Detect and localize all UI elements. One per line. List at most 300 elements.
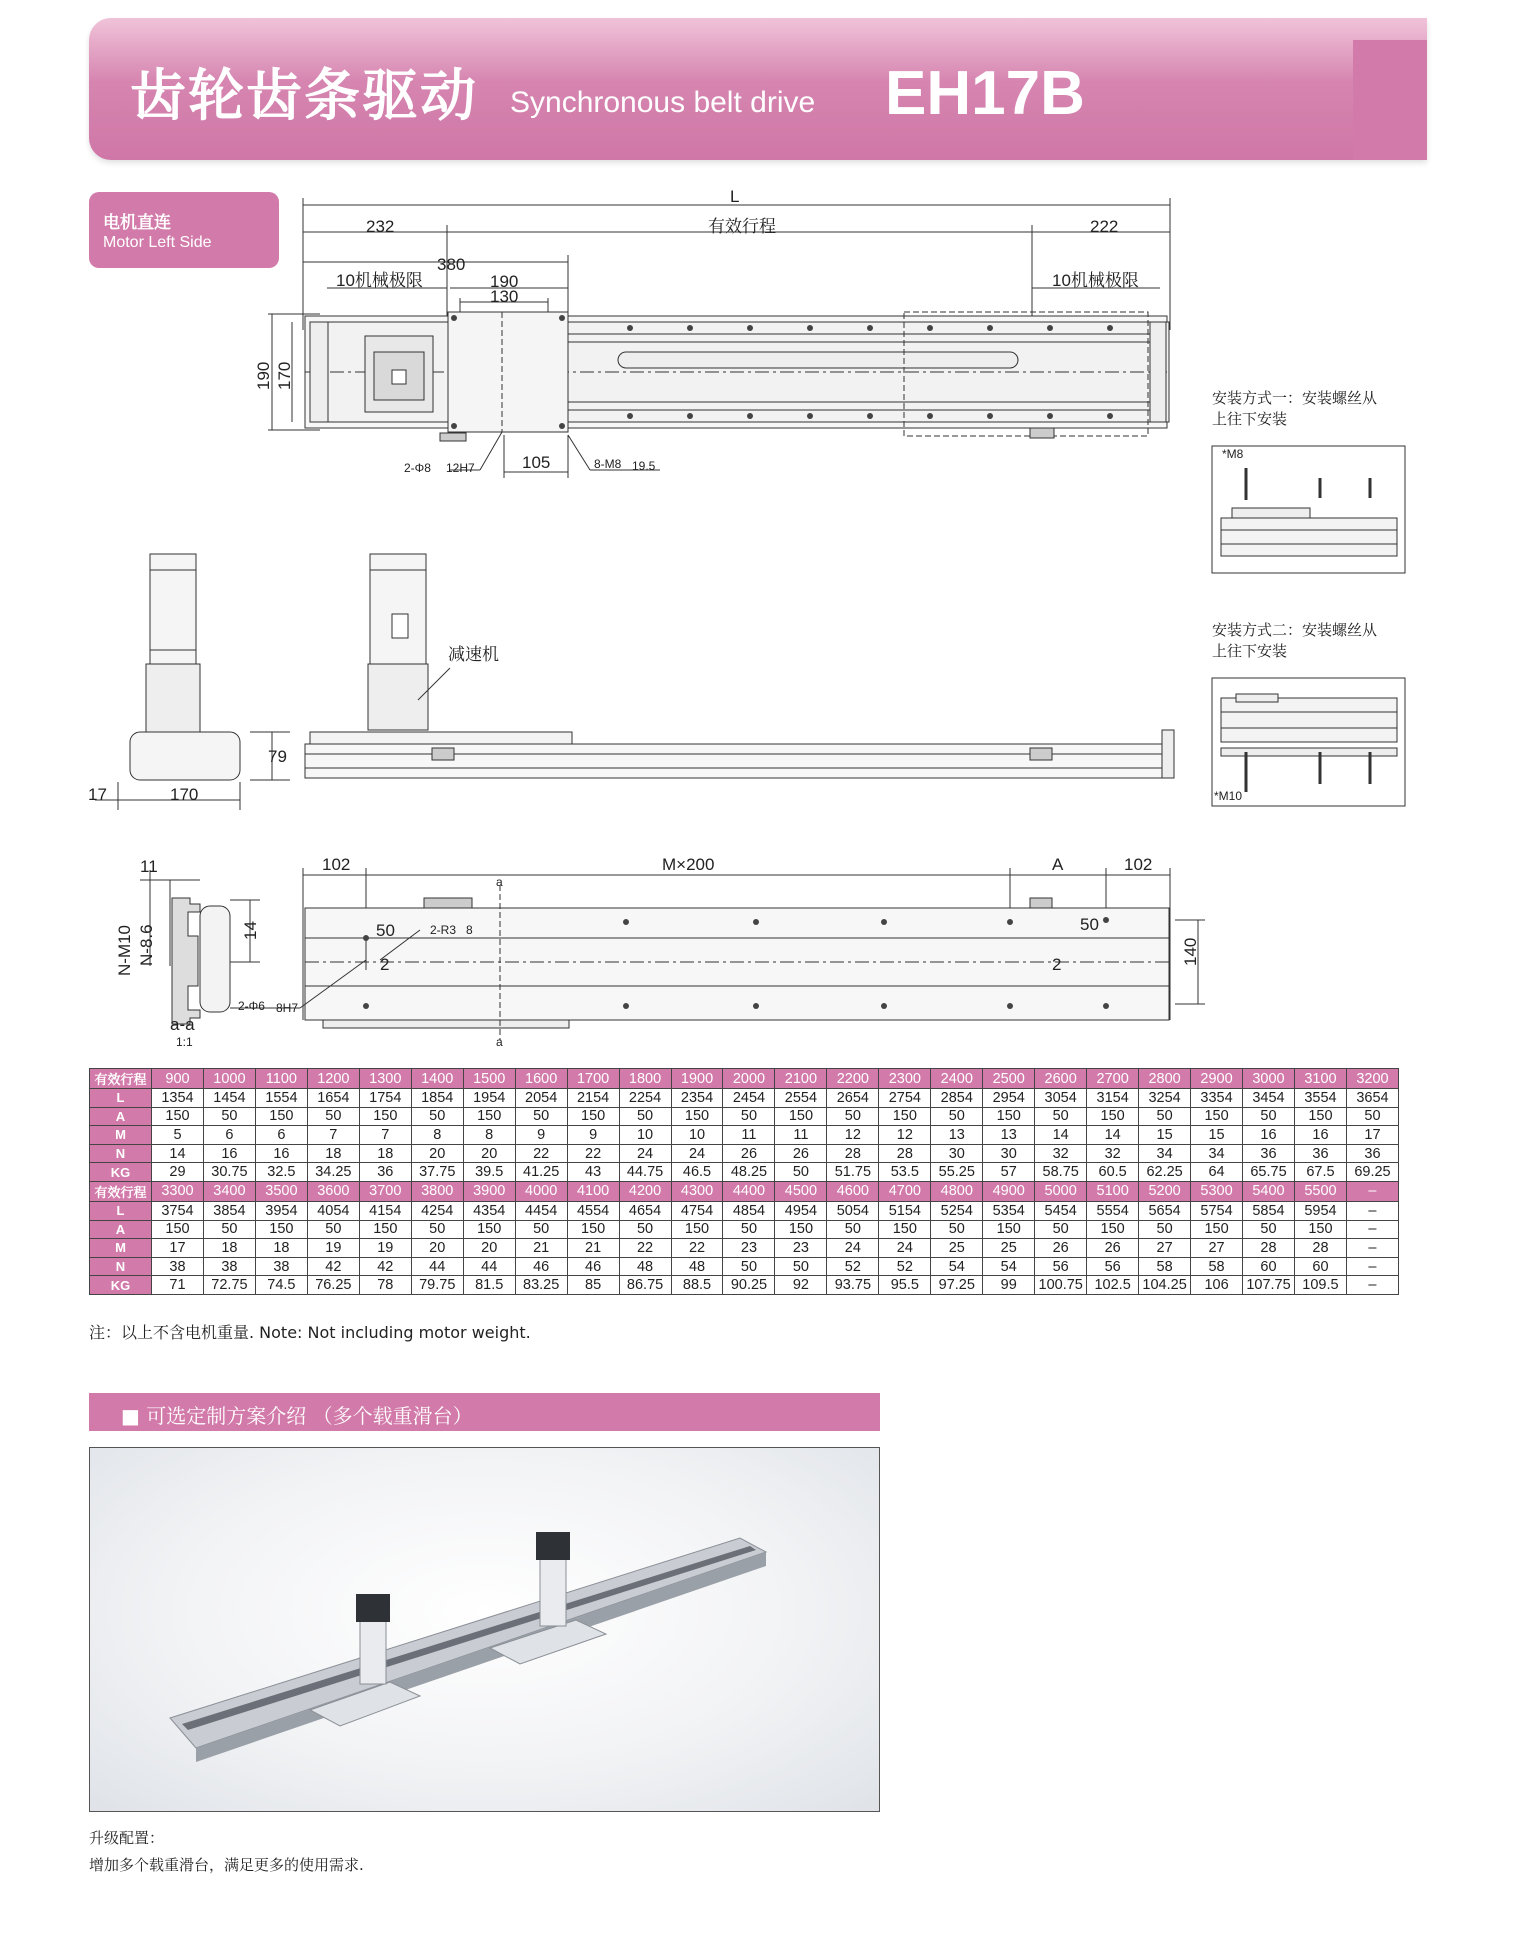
table-cell: 50 — [203, 1107, 255, 1126]
table-cell: 50 — [1139, 1107, 1191, 1126]
row-label: KG — [90, 1276, 152, 1295]
row-label: N — [90, 1144, 152, 1163]
table-cell: 4300 — [671, 1181, 723, 1201]
table-cell: 28 — [827, 1144, 879, 1163]
table-cell: 12 — [879, 1126, 931, 1145]
table-cell: 107.75 — [1243, 1276, 1295, 1295]
table-cell: 3400 — [203, 1181, 255, 1201]
table-cell: 50 — [931, 1220, 983, 1239]
table-cell: 62.25 — [1139, 1163, 1191, 1182]
table-cell: 4554 — [567, 1201, 619, 1220]
table-cell: 12 — [827, 1126, 879, 1145]
table-cell: 5200 — [1139, 1181, 1191, 1201]
table-row — [90, 1220, 1399, 1239]
table-cell: 2554 — [775, 1089, 827, 1108]
table-cell: 5100 — [1087, 1181, 1139, 1201]
table-cell: 99 — [983, 1276, 1035, 1295]
row-label: M — [90, 1126, 152, 1145]
table-cell: 16 — [1243, 1126, 1295, 1145]
table-cell: 106 — [1191, 1276, 1243, 1295]
section-scale: 1:1 — [176, 1035, 193, 1049]
table-cell: 67.5 — [1294, 1163, 1346, 1182]
table-cell: 5500 — [1294, 1181, 1346, 1201]
table-cell: 69.25 — [1346, 1163, 1398, 1182]
dim-2-right: 2 — [1052, 955, 1062, 974]
table-cell: 24 — [879, 1239, 931, 1258]
table-cell: 25 — [931, 1239, 983, 1258]
table-cell: 34 — [1139, 1144, 1191, 1163]
product-photo — [89, 1447, 880, 1812]
table-cell: 2300 — [879, 1069, 931, 1089]
table-row — [90, 1181, 1399, 1201]
table-cell: 50 — [1346, 1107, 1398, 1126]
table-cell: 17 — [152, 1239, 204, 1258]
table-cell: 150 — [1191, 1220, 1243, 1239]
dim-tap: 8-M8 — [594, 457, 622, 471]
table-cell: 36 — [1243, 1144, 1295, 1163]
table-cell: 3054 — [1035, 1089, 1087, 1108]
table-cell: 2800 — [1139, 1069, 1191, 1089]
dim-slot: 2-R3 — [430, 923, 457, 937]
table-cell: 93.75 — [827, 1276, 879, 1295]
table-cell: 3600 — [307, 1181, 359, 1201]
table-cell: 65.75 — [1243, 1163, 1295, 1182]
table-cell: 2400 — [931, 1069, 983, 1089]
dim-nm10: N-M10 — [115, 924, 134, 976]
table-cell: 5854 — [1243, 1201, 1295, 1220]
table-cell: 24 — [671, 1144, 723, 1163]
table-row — [90, 1257, 1399, 1276]
table-cell: 22 — [671, 1239, 723, 1258]
upgrade-text: 增加多个载重滑台，满足更多的使用需求. — [89, 1856, 364, 1874]
table-cell: 25 — [983, 1239, 1035, 1258]
table-cell: – — [1346, 1239, 1398, 1258]
dim-tap-spec: 19.5 — [632, 459, 656, 473]
table-cell: 20 — [463, 1144, 515, 1163]
table-cell: 1800 — [619, 1069, 671, 1089]
table-cell: 150 — [671, 1107, 723, 1126]
table-cell: – — [1346, 1201, 1398, 1220]
table-cell: 104.25 — [1139, 1276, 1191, 1295]
row-label: L — [90, 1201, 152, 1220]
dim-A: A — [1052, 855, 1064, 874]
table-cell: 4754 — [671, 1201, 723, 1220]
table-cell: 23 — [775, 1239, 827, 1258]
table-cell: 4254 — [411, 1201, 463, 1220]
table-cell: 150 — [152, 1220, 204, 1239]
table-cell: 4654 — [619, 1201, 671, 1220]
table-cell: 3100 — [1294, 1069, 1346, 1089]
table-cell: 13 — [983, 1126, 1035, 1145]
table-cell: 9 — [515, 1126, 567, 1145]
table-cell: 10 — [671, 1126, 723, 1145]
row-label: 有效行程 — [90, 1181, 152, 1201]
table-row — [90, 1126, 1399, 1145]
table-cell: 5 — [152, 1126, 204, 1145]
table-cell: 16 — [1294, 1126, 1346, 1145]
table-cell: 1300 — [359, 1069, 411, 1089]
table-cell: 60 — [1294, 1257, 1346, 1276]
table-cell: 50 — [931, 1107, 983, 1126]
table-cell: 44 — [463, 1257, 515, 1276]
table-cell: 4900 — [983, 1181, 1035, 1201]
table-cell: 37.75 — [411, 1163, 463, 1182]
table-cell: 150 — [775, 1107, 827, 1126]
dim-11: 11 — [140, 857, 158, 876]
table-cell: 56 — [1087, 1257, 1139, 1276]
table-cell: 150 — [879, 1220, 931, 1239]
table-cell: 1400 — [411, 1069, 463, 1089]
table-cell: 2954 — [983, 1089, 1035, 1108]
table-cell: 150 — [255, 1107, 307, 1126]
table-cell: 53.5 — [879, 1163, 931, 1182]
spec-table — [89, 1068, 1399, 1295]
table-cell: 3554 — [1294, 1089, 1346, 1108]
table-cell: 100.75 — [1035, 1276, 1087, 1295]
table-cell: 32 — [1087, 1144, 1139, 1163]
table-cell: 2500 — [983, 1069, 1035, 1089]
dim-102-left: 102 — [322, 855, 351, 874]
table-cell: 14 — [152, 1144, 204, 1163]
table-cell: 15 — [1139, 1126, 1191, 1145]
model-number: EH17B — [885, 59, 1085, 128]
table-cell: 3000 — [1243, 1069, 1295, 1089]
table-cell: 88.5 — [671, 1276, 723, 1295]
table-cell: 50 — [515, 1220, 567, 1239]
dim-50-left: 50 — [376, 921, 395, 940]
table-cell: 8 — [411, 1126, 463, 1145]
dim-140: 140 — [1181, 937, 1200, 966]
table-cell: 16 — [255, 1144, 307, 1163]
table-cell: 86.75 — [619, 1276, 671, 1295]
table-cell: 1600 — [515, 1069, 567, 1089]
table-cell: 50 — [1035, 1107, 1087, 1126]
table-cell: 21 — [515, 1239, 567, 1258]
table-cell: 36 — [1346, 1144, 1398, 1163]
table-cell: 26 — [775, 1144, 827, 1163]
section-title: ■ 可选定制方案介绍 （多个载重滑台） — [121, 1404, 473, 1428]
table-cell: 50 — [775, 1163, 827, 1182]
table-cell: 4400 — [723, 1181, 775, 1201]
table-cell: 3900 — [463, 1181, 515, 1201]
dim-carriage-380: 380 — [437, 255, 466, 274]
table-cell: 5454 — [1035, 1201, 1087, 1220]
table-cell: 150 — [1294, 1220, 1346, 1239]
table-cell: 150 — [463, 1107, 515, 1126]
table-cell: 4454 — [515, 1201, 567, 1220]
table-cell: 4054 — [307, 1201, 359, 1220]
table-row — [90, 1163, 1399, 1182]
table-cell: 38 — [255, 1257, 307, 1276]
table-cell: 4700 — [879, 1181, 931, 1201]
table-cell: 150 — [463, 1220, 515, 1239]
table-cell: 44 — [411, 1257, 463, 1276]
dim-n86: N-8.6 — [137, 924, 156, 966]
table-cell: 150 — [152, 1107, 204, 1126]
table-cell: 1454 — [203, 1089, 255, 1108]
table-cell: 18 — [255, 1239, 307, 1258]
row-label: A — [90, 1107, 152, 1126]
dim-170-side: 170 — [170, 785, 199, 804]
table-cell: 150 — [1087, 1220, 1139, 1239]
mounting-one-line1: 安装方式一：安装螺丝从 — [1212, 389, 1378, 407]
table-cell: 20 — [463, 1239, 515, 1258]
table-cell: 50 — [515, 1107, 567, 1126]
table-cell: 3954 — [255, 1201, 307, 1220]
dim-L: L — [730, 187, 740, 206]
table-cell: 22 — [515, 1144, 567, 1163]
table-cell: 27 — [1191, 1239, 1243, 1258]
dim-pin-spec: 12H7 — [446, 461, 475, 475]
section-mark-bottom: a — [496, 1035, 503, 1049]
table-cell: 6 — [203, 1126, 255, 1145]
table-cell: 50 — [411, 1220, 463, 1239]
table-cell: 10 — [619, 1126, 671, 1145]
table-cell: 64 — [1191, 1163, 1243, 1182]
table-cell: 14 — [1087, 1126, 1139, 1145]
table-cell: 20 — [411, 1144, 463, 1163]
motor-side-label-cn: 电机直连 — [103, 213, 171, 233]
table-cell: 150 — [359, 1220, 411, 1239]
table-cell: 39.5 — [463, 1163, 515, 1182]
table-cell: 2000 — [723, 1069, 775, 1089]
table-cell: 150 — [983, 1220, 1035, 1239]
table-cell: 30 — [983, 1144, 1035, 1163]
table-row — [90, 1107, 1399, 1126]
table-cell: 50 — [827, 1220, 879, 1239]
table-cell: 150 — [879, 1107, 931, 1126]
table-cell: – — [1346, 1276, 1398, 1295]
table-cell: 5054 — [827, 1201, 879, 1220]
table-cell: 60 — [1243, 1257, 1295, 1276]
table-cell: 11 — [775, 1126, 827, 1145]
table-cell: 32.5 — [255, 1163, 307, 1182]
table-cell: 150 — [1294, 1107, 1346, 1126]
table-cell: – — [1346, 1257, 1398, 1276]
table-cell: 22 — [619, 1239, 671, 1258]
table-cell: 54 — [983, 1257, 1035, 1276]
table-cell: 46 — [567, 1257, 619, 1276]
table-row — [90, 1144, 1399, 1163]
table-row — [90, 1239, 1399, 1258]
table-cell: 56 — [1035, 1257, 1087, 1276]
multi-carriage-illustration — [90, 1448, 879, 1811]
table-cell: 1100 — [255, 1069, 307, 1089]
table-cell: 1900 — [671, 1069, 723, 1089]
table-cell: 46.5 — [671, 1163, 723, 1182]
dim-slot-spec: 8 — [466, 923, 473, 937]
table-cell: 18 — [203, 1239, 255, 1258]
table-cell: 50 — [307, 1107, 359, 1126]
table-cell: 72.75 — [203, 1276, 255, 1295]
table-cell: 50 — [1035, 1220, 1087, 1239]
dim-14: 14 — [241, 921, 260, 940]
table-cell: 58.75 — [1035, 1163, 1087, 1182]
table-cell: 150 — [255, 1220, 307, 1239]
table-cell: 50 — [619, 1107, 671, 1126]
table-cell: 79.75 — [411, 1276, 463, 1295]
table-cell: 50 — [1243, 1220, 1295, 1239]
table-cell: 20 — [411, 1239, 463, 1258]
table-cell: 7 — [359, 1126, 411, 1145]
table-cell: 2700 — [1087, 1069, 1139, 1089]
table-cell: 8 — [463, 1126, 515, 1145]
table-cell: 5554 — [1087, 1201, 1139, 1220]
table-cell: 50 — [619, 1220, 671, 1239]
table-cell: 900 — [152, 1069, 204, 1089]
table-cell: 150 — [1191, 1107, 1243, 1126]
table-cell: 3854 — [203, 1201, 255, 1220]
table-cell: 28 — [879, 1144, 931, 1163]
table-cell: 28 — [1243, 1239, 1295, 1258]
dim-50-right: 50 — [1080, 915, 1099, 934]
label-reducer: 减速机 — [448, 645, 499, 664]
table-cell: 2600 — [1035, 1069, 1087, 1089]
table-cell: 30 — [931, 1144, 983, 1163]
table-cell: 48.25 — [723, 1163, 775, 1182]
table-cell: 58 — [1139, 1257, 1191, 1276]
table-cell: 60.5 — [1087, 1163, 1139, 1182]
table-cell: 5400 — [1243, 1181, 1295, 1201]
table-cell: 24 — [619, 1144, 671, 1163]
table-cell: 2054 — [515, 1089, 567, 1108]
table-row — [90, 1069, 1399, 1089]
table-cell: 30.75 — [203, 1163, 255, 1182]
table-cell: 57 — [983, 1163, 1035, 1182]
table-cell: 3354 — [1191, 1089, 1243, 1108]
section-header — [89, 1393, 880, 1431]
table-cell: 150 — [567, 1220, 619, 1239]
mounting-two-note — [1212, 620, 1377, 662]
table-cell: 54 — [931, 1257, 983, 1276]
table-cell: 50 — [307, 1220, 359, 1239]
table-cell: 1000 — [203, 1069, 255, 1089]
table-cell: 150 — [567, 1107, 619, 1126]
table-cell: 85 — [567, 1276, 619, 1295]
table-cell: 52 — [827, 1257, 879, 1276]
table-cell: 5254 — [931, 1201, 983, 1220]
table-cell: 78 — [359, 1276, 411, 1295]
table-cell: 83.25 — [515, 1276, 567, 1295]
table-cell: 150 — [359, 1107, 411, 1126]
table-cell: 11 — [723, 1126, 775, 1145]
table-cell: 1500 — [463, 1069, 515, 1089]
table-cell: 23 — [723, 1239, 775, 1258]
table-cell: 34.25 — [307, 1163, 359, 1182]
table-cell: 50 — [723, 1220, 775, 1239]
table-cell: 50 — [723, 1107, 775, 1126]
table-cell: 9 — [567, 1126, 619, 1145]
dim-105: 105 — [522, 453, 551, 472]
table-cell: 1700 — [567, 1069, 619, 1089]
table-row — [90, 1201, 1399, 1220]
table-cell: 19 — [359, 1239, 411, 1258]
table-cell: 48 — [619, 1257, 671, 1276]
table-cell: 38 — [152, 1257, 204, 1276]
row-label: N — [90, 1257, 152, 1276]
table-cell: 17 — [1346, 1126, 1398, 1145]
table-cell: 44.75 — [619, 1163, 671, 1182]
dim-stroke: 有效行程 — [708, 217, 776, 236]
table-cell: 3700 — [359, 1181, 411, 1201]
table-cell: 2354 — [671, 1089, 723, 1108]
table-cell: 5954 — [1294, 1201, 1346, 1220]
table-cell: 21 — [567, 1239, 619, 1258]
table-cell: 3754 — [152, 1201, 204, 1220]
table-cell: 2154 — [567, 1089, 619, 1108]
page-title-cn: 齿轮齿条驱动 — [130, 64, 478, 129]
table-cell: – — [1346, 1220, 1398, 1239]
footnote: 注：以上不含电机重量. Note: Not including motor weight. — [89, 1323, 531, 1342]
table-cell: 26 — [723, 1144, 775, 1163]
upgrade-note — [89, 1825, 364, 1879]
table-cell: 3300 — [152, 1181, 204, 1201]
table-cell: 3500 — [255, 1181, 307, 1201]
table-cell: 32 — [1035, 1144, 1087, 1163]
table-cell: 1954 — [463, 1089, 515, 1108]
table-cell: 5354 — [983, 1201, 1035, 1220]
table-cell: 7 — [307, 1126, 359, 1145]
table-cell: 150 — [671, 1220, 723, 1239]
table-cell: 3154 — [1087, 1089, 1139, 1108]
table-cell: 150 — [1087, 1107, 1139, 1126]
table-cell: 150 — [775, 1220, 827, 1239]
dim-17: 17 — [88, 785, 107, 804]
table-cell: 38 — [203, 1257, 255, 1276]
dim-right-222: 222 — [1090, 217, 1119, 236]
table-cell: 81.5 — [463, 1276, 515, 1295]
table-cell: 29 — [152, 1163, 204, 1182]
motor-side-label-en: Motor Left Side — [103, 234, 212, 251]
table-cell: 16 — [203, 1144, 255, 1163]
table-cell: 41.25 — [515, 1163, 567, 1182]
table-cell: 34 — [1191, 1144, 1243, 1163]
table-cell: 4100 — [567, 1181, 619, 1201]
table-cell: 4954 — [775, 1201, 827, 1220]
table-cell: 3454 — [1243, 1089, 1295, 1108]
table-cell: 4600 — [827, 1181, 879, 1201]
dim-left-232: 232 — [366, 217, 395, 236]
table-cell: 3200 — [1346, 1069, 1398, 1089]
table-row — [90, 1089, 1399, 1108]
table-cell: 42 — [307, 1257, 359, 1276]
table-cell: 48 — [671, 1257, 723, 1276]
dim-102-right: 102 — [1124, 855, 1153, 874]
table-cell: 5154 — [879, 1201, 931, 1220]
table-cell: 24 — [827, 1239, 879, 1258]
table-cell: 50 — [1139, 1220, 1191, 1239]
table-cell: 2854 — [931, 1089, 983, 1108]
table-cell: 4154 — [359, 1201, 411, 1220]
table-cell: 55.25 — [931, 1163, 983, 1182]
table-cell: 2100 — [775, 1069, 827, 1089]
table-cell: 14 — [1035, 1126, 1087, 1145]
dim-79: 79 — [268, 747, 287, 766]
dim-mech-limit-right: 10机械极限 — [1052, 271, 1139, 290]
table-cell: 90.25 — [723, 1276, 775, 1295]
table-cell: 26 — [1035, 1239, 1087, 1258]
table-cell: 26 — [1087, 1239, 1139, 1258]
table-cell: 36 — [359, 1163, 411, 1182]
table-cell: 2200 — [827, 1069, 879, 1089]
table-cell: 102.5 — [1087, 1276, 1139, 1295]
mounting-one-note — [1212, 388, 1377, 430]
table-cell: 50 — [775, 1257, 827, 1276]
table-cell: 92 — [775, 1276, 827, 1295]
table-cell: 109.5 — [1294, 1276, 1346, 1295]
table-cell: 74.5 — [255, 1276, 307, 1295]
table-cell: 50 — [203, 1220, 255, 1239]
